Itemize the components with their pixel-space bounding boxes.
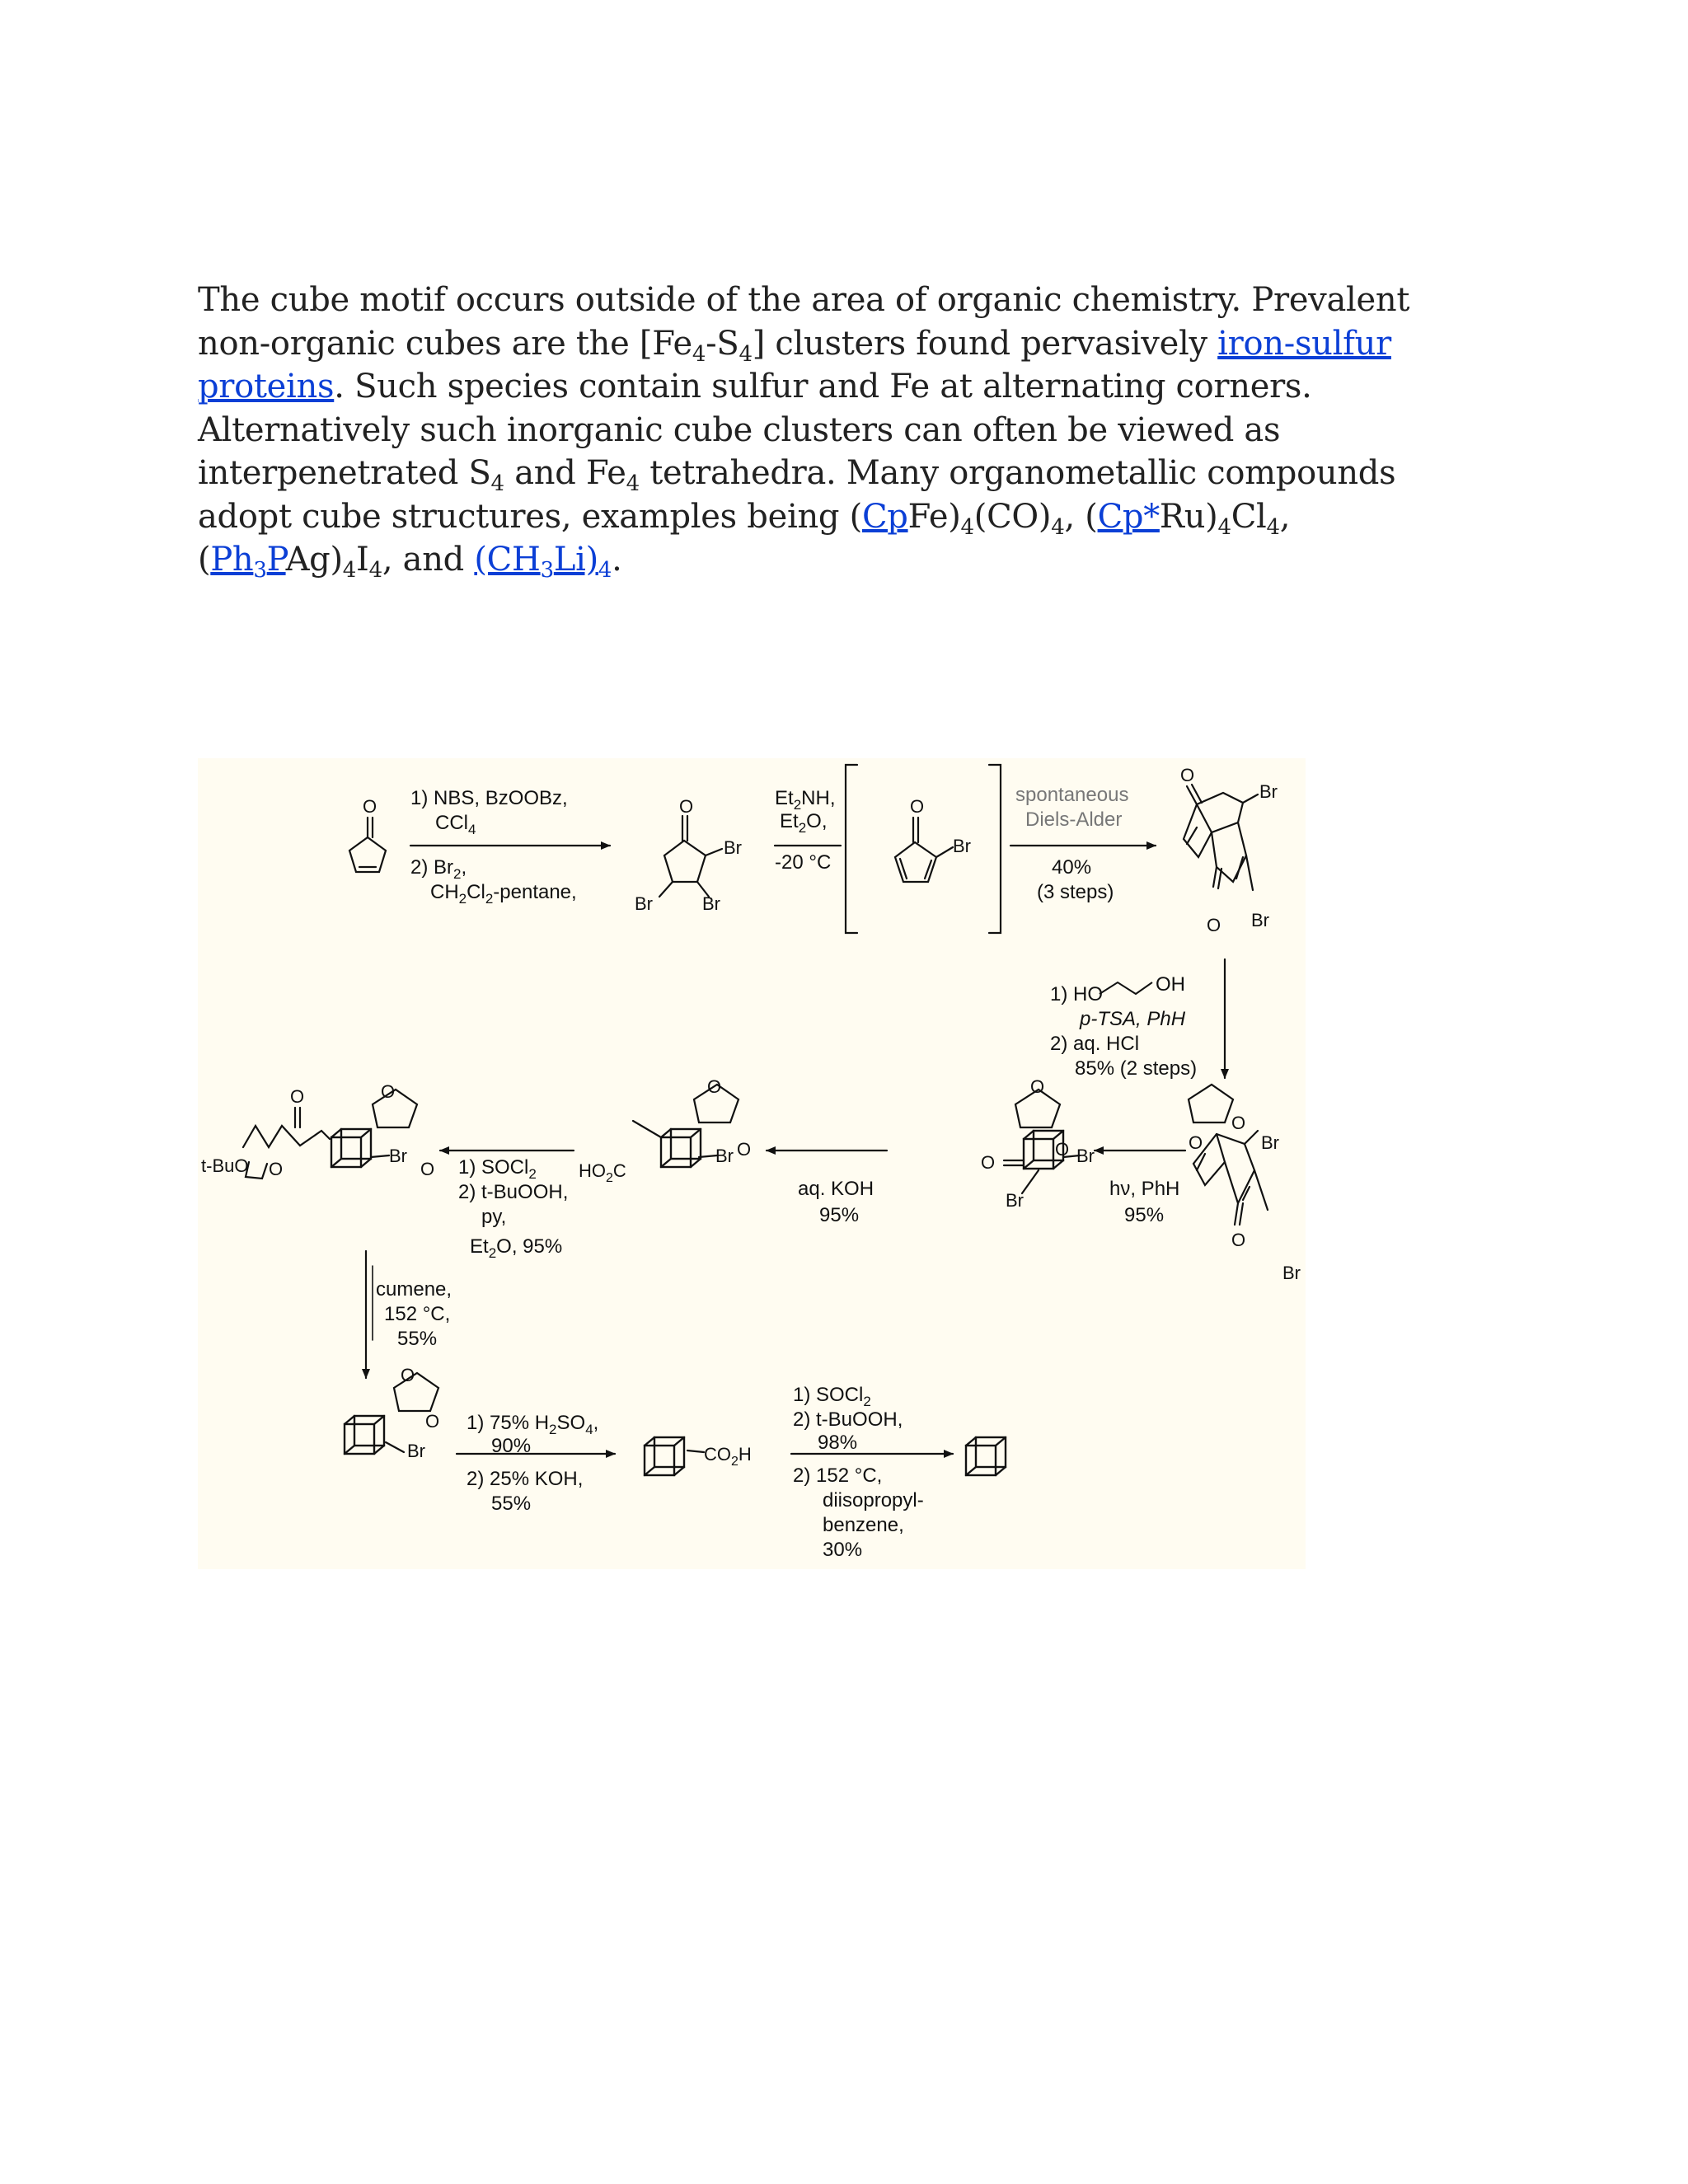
atom-br-12: Br [389,1146,407,1166]
scheme-drawing [198,758,1306,1569]
link-iron-sulfur-proteins[interactable]: iron-sulfur proteins [198,324,1391,405]
atom-o-16: O [290,1086,305,1107]
diels-alder-dimer-structure [1184,785,1258,890]
atom-br-8: Br [1282,1263,1301,1283]
reagent-step5-line1: hν, PhH [1109,1178,1180,1200]
atom-br-7: Br [1261,1132,1279,1153]
atom-br-11: Br [715,1146,734,1166]
reagent-step3-line1: spontaneous [1015,784,1129,806]
reagent-step5-line2: 95% [1124,1204,1165,1226]
link-cp-star[interactable]: Cp* [1097,497,1160,536]
link-ph3p[interactable]: $Ph_3P$ [210,541,286,583]
atom-o-10: O [1030,1076,1045,1097]
reagent-step4-line4: 85% (2 steps) [1075,1057,1198,1080]
reagent-step3-line3: 40% [1052,856,1092,879]
atom-br-13: Br [407,1441,425,1461]
reagent-step10-line2: 2) t-BuOOH, [793,1408,903,1431]
atom-br-4: Br [953,836,971,856]
reagent-step7-line1: 1) SOCl$_2$ [458,1156,537,1182]
atom-br-9: Br [1076,1146,1095,1166]
reagent-step2-line1: $Et_2NH$, [775,787,836,813]
atom-o-18: O [401,1365,415,1385]
reagent-step8-line3: 55% [397,1328,438,1350]
atom-o-1: O [363,796,377,817]
atom-o-4: O [1180,765,1195,785]
reagent-step10-line6: benzene, [823,1514,904,1536]
reagent-step4-line1: 1) HO [1050,983,1104,1005]
ketal-dimer-structure [1189,1085,1268,1225]
reagent-step9-line2: 90% [491,1435,532,1457]
reagent-step1-line4: $CH_2Cl_2$-pentane, [430,881,577,907]
cubanecarboxylic-acid-structure [645,1437,704,1475]
reagent-step7-line3: py, [481,1206,507,1228]
bromocyclopentadienone-intermediate [846,765,1001,933]
atom-br-10: Br [1006,1190,1024,1211]
atom-o-8: O [1231,1230,1246,1250]
label-co2h: $CO_2H$ [704,1444,752,1469]
atom-o-11: O [981,1152,996,1173]
link-ch3li[interactable]: $(CH_3Li)_4$ [474,541,612,583]
reagent-step10-line5: diisopropyl- [823,1489,924,1511]
reagent-step7-line4: $Et_2O$, 95% [470,1235,563,1261]
reagent-step4-oh: OH [1156,973,1185,996]
atom-o-2: O [679,796,694,817]
reagent-step9-line3: 2) 25% KOH, [467,1468,584,1490]
reagent-step2-line3: -20 °C [775,851,832,874]
reagent-step1-line1: 1) NBS, BzOOBz, [410,787,568,809]
atom-br-1: Br [724,837,742,858]
label-ho2c: $HO_2C$ [579,1160,626,1185]
atom-o-19: O [425,1411,440,1432]
atom-o-3: O [910,796,925,817]
atom-o-14: O [381,1081,396,1102]
reagent-step9-line4: 55% [491,1493,532,1515]
reagent-step4-line2: p-TSA, PhH [1080,1008,1186,1030]
atom-o-5: O [1207,915,1221,935]
dibromocyclopentanone-structure [659,816,722,897]
reagent-step7-line2: 2) t-BuOOH, [458,1181,569,1203]
reagent-step8-line1: cumene, [376,1278,452,1301]
atom-br-2: Br [635,893,653,914]
reagent-step6-line2: 95% [819,1204,860,1226]
reagent-step10-line7: 30% [823,1539,863,1561]
atom-br-5: Br [1259,781,1278,802]
atom-o-15: O [420,1159,435,1179]
atom-o-9: O [1055,1139,1070,1160]
cube-motif-paragraph: The cube motif occurs outside of the area of organic chemistry. Prevalent non-organic cubes are the $[Fe_4-S_4]$ clusters found pervasively iron-sulfur proteins. Such species contain sulfur and Fe at alternating corners. Alternatively such inorganic cube clusters can often be viewed as interpenetrated $S_4$ and $Fe_4$ tetrahedra. Many organometallic compounds adopt cube structures, examples being $(CpFe)_4(CO)_4$, $(Cp*Ru)_4Cl_4$, $(Ph_3PAg)_4I_4$, and $(CH_3Li)_4$. [198,281,1410,583]
reagent-step9-line1: 1) 75% $H_2SO_4$, [467,1412,599,1437]
cyclopentenone-structure [349,818,386,872]
atom-o-13: O [737,1139,752,1160]
atom-o-6: O [1231,1113,1246,1133]
reagent-step10-line1: 1) SOCl$_2$ [793,1384,871,1409]
reagent-step4-line3: 2) aq. HCl [1050,1033,1140,1055]
label-t-buo: t-BuO [201,1155,249,1176]
reagent-step6-line1: aq. KOH [798,1178,874,1200]
link-cp[interactable]: Cp [861,497,908,536]
atom-o-12: O [707,1076,722,1097]
reagent-step10-line4: 2) 152 °C, [793,1465,883,1487]
atom-br-6: Br [1251,910,1269,930]
cubane-structure [966,1437,1006,1475]
cubane-synthesis-scheme [198,758,1306,1569]
atom-o-17: O [269,1159,284,1179]
reagent-step8-line2: 152 °C, [384,1303,451,1325]
reagent-step2-line2: $Et_2O$, [780,810,828,836]
reagent-step3-line4: (3 steps) [1037,881,1114,903]
reagent-step1-line2: CCl$_4$ [435,812,476,837]
atom-br-3: Br [702,893,720,914]
reagent-step10-line3: 98% [818,1432,858,1454]
reagent-step3-line2: Diels-Alder [1025,808,1123,831]
atom-o-7: O [1189,1132,1203,1153]
reagent-step1-line3: 2) $Br_2$, [410,856,467,882]
